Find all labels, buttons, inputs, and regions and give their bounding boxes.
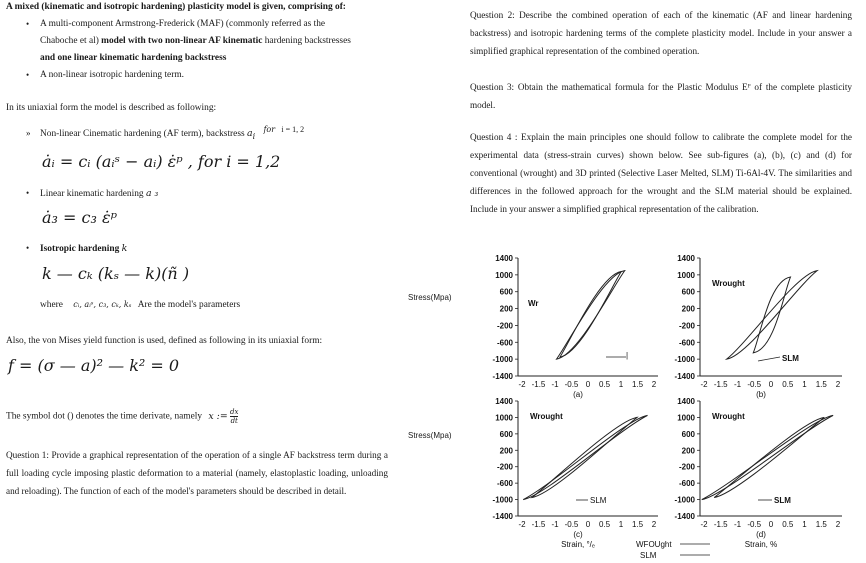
- x-tick-label: 1.5: [631, 520, 644, 529]
- bullet1-line3: and one linear kinematic hardening backstress: [40, 53, 227, 63]
- x-tick-label: -0.5: [747, 520, 762, 529]
- y-tick-label: 200: [499, 446, 513, 456]
- x-tick-label: -1: [551, 520, 559, 529]
- x-axis-label: Strain, %: [744, 540, 778, 549]
- yield-intro: Also, the von Mises yield function is used, defined as following in its uniaxial form:: [6, 336, 323, 346]
- y-tick-label: -600: [678, 479, 695, 489]
- iso-label: Isotropic hardening k: [40, 243, 128, 254]
- equation-af: ȧᵢ = cᵢ (aᵢˢ − aᵢ) ε̇ᵖ , for i = 1,2: [42, 152, 281, 171]
- params-line: where cᵢ, aᵢˢ, c₃, cₖ, kₛ Are the model's parameters: [40, 300, 241, 310]
- y-tick-label: -1000: [674, 495, 695, 505]
- ylabel-bottom: Stress(Mpa): [408, 431, 452, 440]
- y-tick-label: -200: [678, 321, 695, 331]
- x-tick-label: 0.5: [598, 380, 611, 389]
- y-tick-label: 200: [681, 446, 695, 456]
- equation-linear: ȧ₃ = c₃ ε̇ᵖ: [42, 208, 117, 227]
- x-tick-label: -0.5: [564, 520, 579, 529]
- y-tick-label: 1400: [677, 254, 695, 263]
- x-tick-label: -1.5: [713, 520, 728, 529]
- x-tick-label: 0.5: [782, 380, 794, 389]
- bullet-dot: •: [26, 188, 30, 198]
- panel-a: [493, 254, 658, 399]
- x-tick-label: 0: [585, 380, 591, 389]
- y-tick-label: -1000: [674, 355, 695, 365]
- y-tick-label: 200: [681, 304, 695, 314]
- x-tick-label: 0: [585, 520, 591, 529]
- y-tick-label: -600: [496, 479, 513, 489]
- bullet-arrow: »: [26, 128, 31, 138]
- y-tick-label: 200: [499, 304, 513, 314]
- y-tick-label: -200: [496, 321, 513, 331]
- y-tick-label: -1000: [492, 355, 513, 365]
- ylabel-top: Stress(Mpa): [408, 293, 452, 302]
- x-tick-label: -1.5: [531, 380, 546, 389]
- y-tick-label: -600: [496, 338, 513, 348]
- y-tick-label: -600: [678, 338, 695, 348]
- x-tick-label: -1.5: [713, 380, 728, 389]
- x-tick-label: 2: [651, 520, 657, 529]
- wrought-loop-d: [702, 415, 833, 499]
- x-tick-label: 2: [835, 380, 841, 389]
- x-tick-label: 1.5: [815, 380, 827, 389]
- label-slm: SLM: [774, 496, 791, 505]
- x-tick-label: 0: [768, 520, 774, 529]
- x-tick-label: -1: [733, 520, 742, 529]
- x-tick-label: -1: [551, 380, 559, 389]
- x-axis-label: Strain, °/ₑ: [561, 540, 595, 549]
- y-tick-label: -200: [678, 462, 695, 472]
- label-wrought: Wrought: [530, 412, 563, 421]
- label-wrought: Wrought: [712, 279, 745, 288]
- dot-definition: The symbol dot () denotes the time derivate, namely x := $\frac{dx}{dt}$: [6, 408, 239, 425]
- uniaxial-text: In its uniaxial form the model is described as following:: [6, 103, 217, 113]
- panel-caption: (c): [573, 530, 583, 539]
- bullet-dot: •: [26, 70, 30, 80]
- wrought-loop-a2: [560, 271, 621, 357]
- y-tick-label: 1000: [495, 413, 513, 423]
- slm-loop-b: [753, 277, 790, 353]
- x-tick-label: -2: [518, 520, 526, 529]
- panel-caption: (a): [573, 390, 583, 399]
- bullet1-line2: Chaboche et al) model with two non-linear AF kinematic hardening backstresses: [40, 36, 351, 46]
- y-tick-label: 1400: [677, 397, 695, 406]
- y-tick-label: 1000: [677, 270, 695, 280]
- bullet-dot: •: [26, 19, 30, 29]
- bullet-dot: •: [26, 243, 30, 253]
- x-tick-label: -0.5: [747, 380, 762, 389]
- label-slm: SLM: [590, 496, 607, 505]
- y-tick-label: -1400: [674, 512, 695, 521]
- legend-slm: SLM: [640, 551, 657, 560]
- question-1: Question 1: Provide a graphical representation of the operation of a single AF backstress term during a full loading cycle imposing plastic deformation to a material (namely, elastoplastic loading, unloading and reloading). The function of each of the model's parameters should be described in detail.: [6, 450, 388, 496]
- y-tick-label: 600: [681, 429, 695, 439]
- wrought-loop-c: [523, 415, 647, 499]
- intro-text: A mixed (kinematic and isotropic hardening) plasticity model is given, comprising of:: [6, 2, 346, 12]
- y-tick-label: -1400: [492, 512, 513, 521]
- legend-mark: |: [626, 351, 629, 360]
- x-tick-label: -2: [700, 380, 708, 389]
- bullet2-text: A non-linear isotropic hardening term.: [40, 70, 184, 80]
- slm-loop-d: [714, 417, 824, 497]
- x-tick-label: -1: [733, 380, 742, 389]
- x-tick-label: 0: [768, 380, 774, 389]
- nlkin-label: Non-linear Cinematic hardening (AF term), backstress $a_i$ for i = 1, 2: [40, 125, 305, 141]
- question-3: Question 3: Obtain the mathematical formula for the Plastic Modulus Eᴾ of the complete plasticity model.: [470, 82, 852, 110]
- y-tick-label: 600: [499, 429, 513, 439]
- equation-isotropic: k — cₖ (kₛ — k)(ñ ): [42, 264, 190, 283]
- x-tick-label: 0.5: [782, 520, 794, 529]
- slm-pointer: [758, 357, 780, 361]
- label-wrought: Wrought: [712, 412, 745, 421]
- label-slm: SLM: [782, 354, 799, 363]
- question-2: Question 2: Describe the combined operation of each of the kinematic (AF and linear hardening backstress) and isotropic hardening terms of the complete plasticity model. Include in your answer a simplified graphical representation of the combined operation.: [470, 10, 852, 56]
- y-tick-label: 600: [681, 287, 695, 297]
- panel-caption: (b): [756, 390, 766, 399]
- y-tick-label: -1400: [492, 372, 513, 381]
- x-tick-label: -2: [700, 520, 708, 529]
- equation-yield: f = (σ — a)² — k² = 0: [8, 356, 180, 375]
- x-tick-label: -0.5: [564, 380, 579, 389]
- y-tick-label: -1400: [674, 372, 695, 381]
- legend-wrought: WFOUght: [636, 540, 672, 549]
- x-tick-label: 1: [618, 520, 624, 529]
- x-tick-label: 1: [802, 520, 807, 529]
- panel-caption: (d): [756, 530, 766, 539]
- y-tick-label: 1400: [495, 254, 513, 263]
- x-tick-label: 1: [618, 380, 624, 389]
- x-tick-label: 1: [802, 380, 807, 389]
- y-tick-label: 1000: [495, 270, 513, 280]
- x-tick-label: -2: [518, 380, 526, 389]
- x-tick-label: 0.5: [598, 520, 611, 529]
- y-tick-label: -1000: [492, 495, 513, 505]
- x-tick-label: 1.5: [815, 520, 827, 529]
- x-tick-label: -1.5: [531, 520, 546, 529]
- linkin-label: Linear kinematic hardening a ₃: [40, 188, 159, 199]
- label-wrought: Wr: [528, 299, 539, 308]
- bullet1-line1: A multi-component Armstrong-Frederick (MAF) (commonly referred as the: [40, 19, 326, 29]
- x-tick-label: 2: [835, 520, 841, 529]
- y-tick-label: 1400: [495, 397, 513, 406]
- question-4: Question 4 : Explain the main principles one should follow to calibrate the complete model for the experimental data (stress-strain curves) shown below. See sub-figures (a), (b), (c) and (d) for conventional (wrought) and 3D printed (Selective Laser Melted, SLM) Ti-6Al-4V. The similarities and differences in the followed approach for the wrought and the SLM material should be explained. Include in your answer a simplified graphical representation of the calibration.: [470, 132, 852, 214]
- y-tick-label: 1000: [677, 413, 695, 423]
- panel-d: [675, 397, 842, 549]
- x-tick-label: 1.5: [631, 380, 644, 389]
- x-tick-label: 2: [651, 380, 657, 389]
- panel-b: [675, 254, 842, 399]
- y-tick-label: 600: [499, 287, 513, 297]
- y-tick-label: -200: [496, 462, 513, 472]
